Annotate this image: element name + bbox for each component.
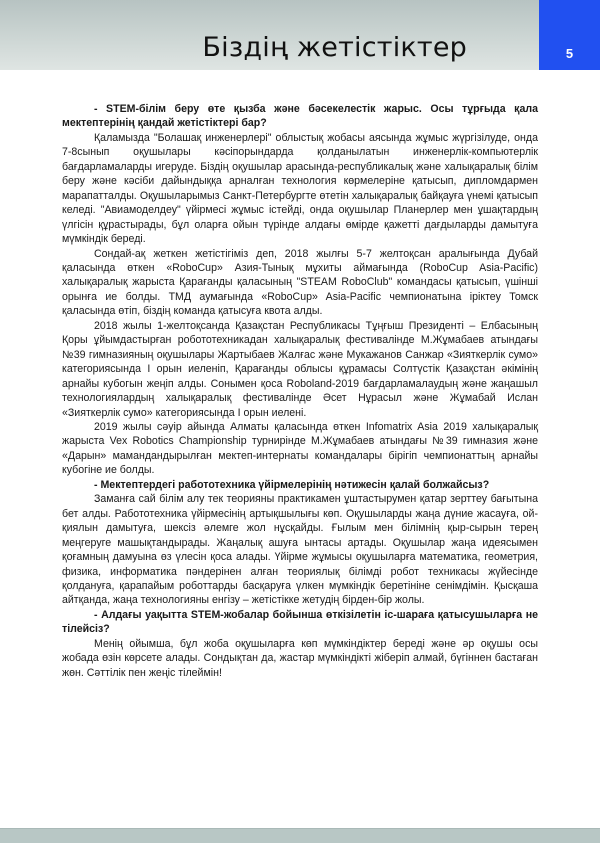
paragraph-3: 2018 жылы 1-желтоқсанда Қазақстан Республикасы Тұңғыш Президенті – Елбасының Қоры ұйымдастырған робототехникадан халықаралық фестивалінде М.Жұмабаев атындағы №39 гимназияның оқушылары Жартыбаев Жалғас және Мукажанов Санжар «Зияткерлік сумо» категориясында I орын иеленіп, Қарағанды облысы құрамасы Солтүстік Қазақстан әкімінің арнайы кубогын жеңіп алды. Сонымен қоса Roboland-2019 бағдарламалаудың және жаңашыл технологиялардың халықаралық фестивалінде Әсет Нұрасыл және Жұмабай Ислан «Зияткерлік сумо» категориясында I орын иелені. [62,319,538,419]
article-body [62,102,538,680]
paragraph-6: Менің ойымша, бұл жоба оқушыларға көп мүмкіндіктер береді және әр оқушы осы жобада өзін көрсете алады. Сондықтан да, жастар мүмкіндікті жіберіп алмай, бүгіннен бастаған жөн. Сәттілік пен жеңіс тілеймін! [62,637,538,679]
paragraph-5: Заманға сай білім алу тек теорияны практикамен ұштастырумен қатар зерттеу бағытына бет алды. Работотехника үйірмесінің артықшылығы көп. Оқушыларды жаңа дүние жасауға, ой-қиялын дамытуға, шексіз әлемге жол нұсқайды. Ғылым мен білімнің қыр-сырын терең меңгеруге машықтандырады. Жаңалық ашуға ынтасы артады. Оқушылар жаңа идеясымен қоғамның дамуына өз үлесін қоса алады. Үйірме жұмысы оқушыларға математика, геометрия, физика, информатика пәндерінен алған теориялық білімді робот техникасы жүйесінде қолдануға, қарапайым роботтарды басқаруға үлкен мүмкіндік беретініне сенімдімін. Қысқаша айтқанда, жаңа технологияны енгізу – жетістікке жетудің бірден-бір жолы. [62,493,538,607]
page-number-box [539,0,600,70]
page-title: Біздің жетістіктер [202,32,467,63]
page-number: 5 [565,46,574,61]
interview-question-3: - Алдағы уақытта STEM-жобалар бойынша өткізілетін іс-шараға қатысушыларға не тілейсіз? [62,608,538,636]
interview-question-1: - STEM-білім беру өте қызба және бәсекелестік жарыс. Осы тұрғыда қала мектептерінің қандай жетістіктері бар? [62,103,538,130]
footer-band [0,828,600,843]
header-band [0,0,539,70]
paragraph-4: 2019 жылы сәуір айында Алматы қаласында өткен Infomatrix Asia 2019 халықаралық жарыста Vex Robotics Championship турнирінде М.Жұмабаев атындағы №39 гимназия және «Дарын» мамандандырылған мектеп-интернаты командалары бірігіп чемпионаттың арнайы кубогіне ие болды. [62,420,538,477]
paragraph-2: Сондай-ақ жеткен жетістігіміз деп, 2018 жылғы 5-7 желтоқсан аралығында Дубай қаласында өткен «RoboCup» Азия-Тынық мұхиты аймағында (RoboCup Asia-Pacific) халықаралық жарыста Қарағанды қаласының "STEAM RoboClub" командасы қатысып, үшінші орынға ие болды. ТМД аумағында «RoboCup» Asia-Pacific чемпионатына іріктеу Томск қаласында өтіп, біздің команда қатысуға квота алды. [62,247,538,318]
interview-question-2: - Мектептердегі работотехника үйірмелерінің нәтижесін қалай болжайсыз? [94,478,490,491]
paragraph-1: Қаламызда "Болашақ инженерлері" облыстық жобасы аясында жұмыс жүргізілуде, онда 7-8сынып оқушылары кәсіпорындарда қолданылатын инженерлік-компьютерлік бағдарламаларды игеруде. Біздің оқушылар арасында-республикалық және халықаралық білім беру және кәсіби дайындыққа арналған технология көрмелеріне қатысып, дипломдармен марапатталды. Оқушыларымыз Санкт-Петербургте өтетін халықаралық байқауға үнемі қатысып келеді. "Авиамоделдеу" үйірмесі жұмыс істейді, онда оқушылар Планерлер мен ұшақтардың үлгісін құрастырады, бұл оларға ойын түрінде алдағы өмірде қажетті дағдыларды дамытуға мүмкіндік береді. [62,131,538,246]
